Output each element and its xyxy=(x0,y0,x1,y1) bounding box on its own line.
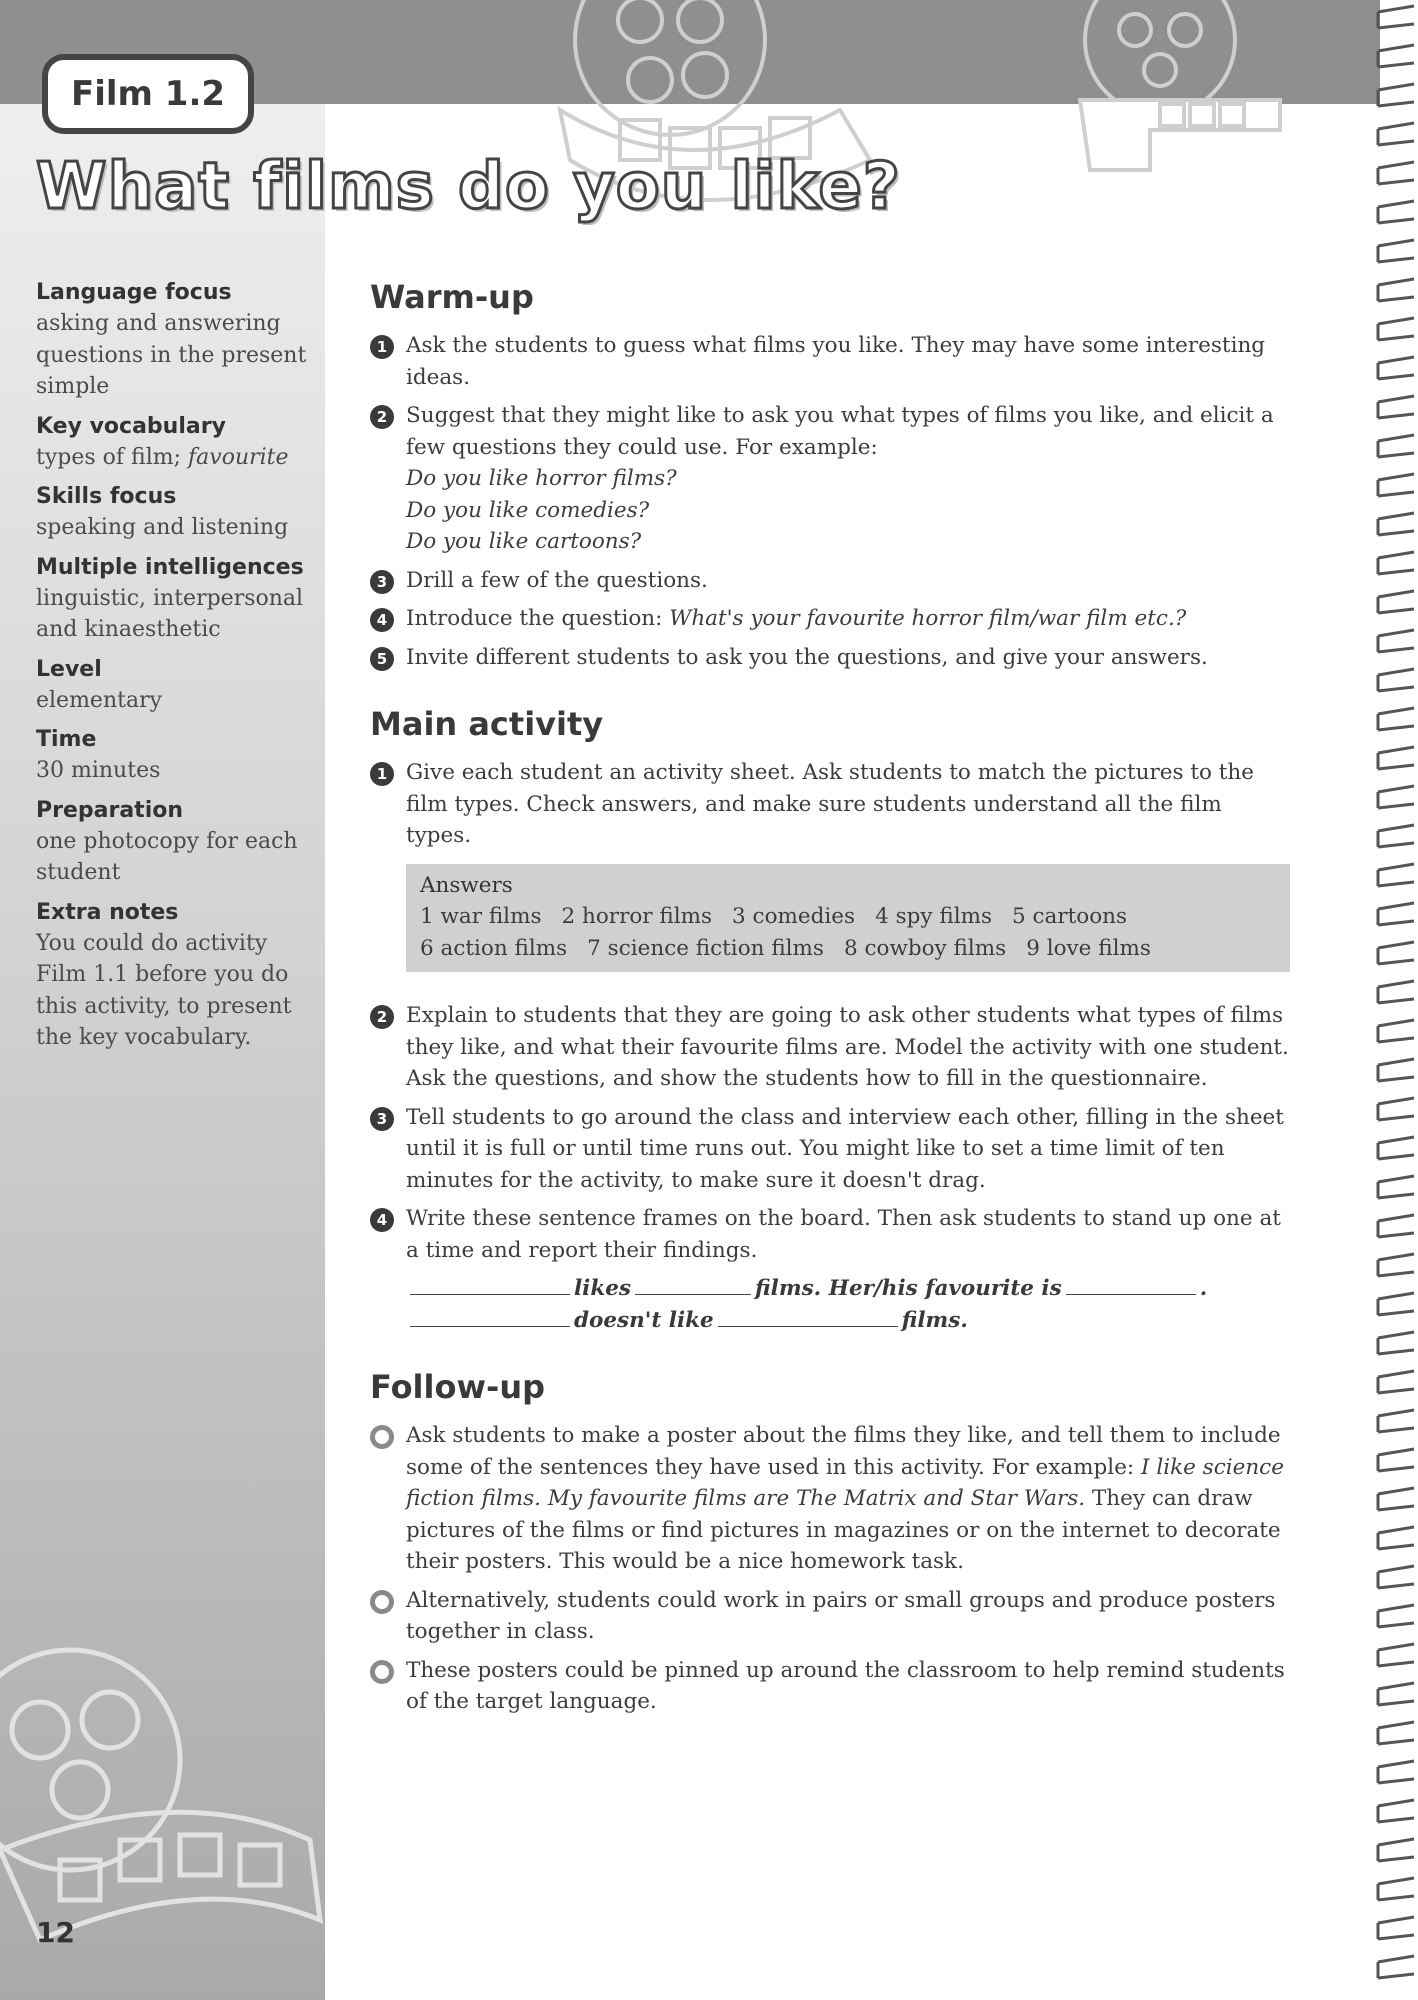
step-number: 1 xyxy=(370,335,394,359)
page-title: What films do you like? xyxy=(36,150,901,224)
answer-item: 5 cartoons xyxy=(1012,904,1128,929)
spiral-ring xyxy=(1378,1917,1414,1939)
spiral-ring xyxy=(1378,552,1414,574)
spiral-ring xyxy=(1378,825,1414,847)
frame-word: likes xyxy=(574,1276,632,1301)
step-text: Explain to students that they are going to ask other students what types of films they like, and what their favourite films are. Model the activity with one student. Ask the questions, and show the students how to fill in the questionnaire. xyxy=(406,1003,1289,1091)
followup-item xyxy=(370,1585,1290,1648)
info-label: Extra notes xyxy=(36,899,179,925)
spiral-ring xyxy=(1378,1137,1414,1159)
spiral-ring xyxy=(1378,1800,1414,1822)
spiral-ring xyxy=(1378,669,1414,691)
film-reel-small-icon xyxy=(1060,0,1290,180)
blank-line xyxy=(410,1274,570,1295)
step-italic: What's your favourite horror film/war film etc.? xyxy=(669,606,1187,631)
spiral-ring xyxy=(1378,1293,1414,1315)
answer-item: 1 war films xyxy=(420,904,542,929)
blank-line xyxy=(1066,1274,1196,1295)
info-value xyxy=(36,583,311,646)
info-label: Key vocabulary xyxy=(36,413,226,439)
item-text: These posters could be pinned up around the classroom to help remind students of the target language. xyxy=(406,1657,1285,1714)
blank-line xyxy=(410,1306,570,1327)
followup-item xyxy=(370,1655,1290,1718)
spiral-ring xyxy=(1378,84,1414,106)
step-text: Invite different students to ask you the questions, and give your answers. xyxy=(406,644,1208,670)
spiral-ring xyxy=(1378,1527,1414,1549)
spiral-ring xyxy=(1378,45,1414,67)
spiral-ring xyxy=(1378,435,1414,457)
info-value xyxy=(36,442,311,474)
step-text: Give each student an activity sheet. Ask students to match the pictures to the film types. Check answers, and make sure students understand all the film types. xyxy=(406,760,1254,848)
info-text: speaking and listening xyxy=(36,515,289,540)
info-value xyxy=(36,685,311,717)
main-step xyxy=(370,757,1290,852)
info-text: linguistic, interpersonal and kinaesthetic xyxy=(36,585,304,642)
warmup-step xyxy=(370,565,1290,597)
spiral-ring xyxy=(1378,1761,1414,1783)
spiral-ring xyxy=(1378,1644,1414,1666)
step-text: Write these sentence frames on the board. Then ask students to stand up one at a time and report their findings. xyxy=(406,1206,1281,1263)
main-step xyxy=(370,1102,1290,1197)
answers-row xyxy=(420,933,1276,965)
warmup-step xyxy=(370,400,1290,558)
answer-item: 7 science fiction films xyxy=(587,935,824,961)
followup-item xyxy=(370,1420,1290,1578)
step-number: 2 xyxy=(370,1005,394,1029)
step-number: 4 xyxy=(370,1208,394,1232)
answer-item: 8 cowboy films xyxy=(843,935,1007,961)
warmup-step xyxy=(370,603,1290,635)
spiral-ring xyxy=(1378,1176,1414,1198)
spiral-ring xyxy=(1378,1488,1414,1510)
item-text: They can draw pictures of the films or find pictures in magazines or on the internet to decorate their posters. This would be a nice homework task. xyxy=(406,1486,1281,1574)
step-number: 3 xyxy=(370,1107,394,1131)
spiral-ring xyxy=(1378,1410,1414,1432)
info-text: 30 minutes xyxy=(36,758,161,783)
answer-item: 3 comedies xyxy=(732,904,856,929)
spiral-ring xyxy=(1378,279,1414,301)
unit-badge: Film 1.2 xyxy=(42,54,254,134)
step-text: Ask the students to guess what films you like. They may have some interesting ideas. xyxy=(406,333,1266,390)
answers-heading: Answers xyxy=(420,872,513,898)
main-steps xyxy=(370,1000,1290,1266)
info-text: one photocopy for each student xyxy=(36,828,298,885)
bullet-ring-icon xyxy=(370,1590,394,1614)
sentence-frames xyxy=(406,1273,1290,1336)
spiral-ring xyxy=(1378,1956,1414,1978)
answers-row xyxy=(420,901,1276,933)
spiral-ring xyxy=(1378,513,1414,535)
item-italic: I like science fiction films. My favourite films are The Matrix and Star Wars. xyxy=(406,1454,1284,1511)
info-label: Time xyxy=(36,727,97,752)
spiral-ring xyxy=(1378,1566,1414,1588)
spiral-ring xyxy=(1378,981,1414,1003)
info-text: You could do activity Film 1.1 before you do this activity, to present the key vocabulary. xyxy=(36,930,292,1050)
example-question: Do you like cartoons? xyxy=(406,529,642,554)
bullet-ring-icon xyxy=(370,1660,394,1684)
main-step xyxy=(370,1000,1290,1095)
blank-line xyxy=(718,1306,898,1327)
spiral-ring xyxy=(1378,1059,1414,1081)
info-text: elementary xyxy=(36,687,163,713)
info-value xyxy=(36,512,311,544)
warmup-steps xyxy=(370,330,1290,673)
spiral-ring xyxy=(1378,1722,1414,1744)
answer-item: 2 horror films xyxy=(561,904,713,929)
step-number: 3 xyxy=(370,570,394,594)
spiral-ring xyxy=(1378,357,1414,379)
main-content xyxy=(370,276,1290,1725)
info-italic: favourite xyxy=(188,444,289,470)
step-number: 1 xyxy=(370,762,394,786)
main-step xyxy=(370,1203,1290,1266)
spiral-ring xyxy=(1378,786,1414,808)
info-value xyxy=(36,308,311,403)
sidebar-info xyxy=(36,278,311,1054)
item-text: Alternatively, students could work in pairs or small groups and produce posters together in class. xyxy=(406,1587,1276,1644)
step-number: 4 xyxy=(370,608,394,632)
spiral-ring xyxy=(1378,123,1414,145)
step-number: 2 xyxy=(370,405,394,429)
spiral-ring xyxy=(1378,1449,1414,1471)
spiral-ring xyxy=(1378,630,1414,652)
info-label: Skills focus xyxy=(36,484,177,509)
example-question: Do you like comedies? xyxy=(406,497,650,523)
blank-line xyxy=(635,1274,751,1295)
spiral-ring xyxy=(1378,318,1414,340)
frame-word: doesn't like xyxy=(574,1307,714,1333)
step-text: Introduce the question: xyxy=(406,606,663,631)
answer-item: 6 action films xyxy=(420,935,568,961)
info-label: Level xyxy=(36,656,102,682)
warmup-step xyxy=(370,642,1290,674)
spiral-ring xyxy=(1378,1098,1414,1120)
info-value xyxy=(36,928,311,1054)
frame-word: . xyxy=(1199,1276,1208,1301)
spiral-ring xyxy=(1378,864,1414,886)
spiral-ring xyxy=(1378,1839,1414,1861)
spiral-ring xyxy=(1378,1878,1414,1900)
frame-line xyxy=(406,1305,1290,1337)
spiral-ring xyxy=(1378,747,1414,769)
info-label: Preparation xyxy=(36,797,184,823)
warmup-step xyxy=(370,330,1290,393)
spiral-ring xyxy=(1378,201,1414,223)
page-number: 12 xyxy=(36,1916,75,1949)
spiral-ring xyxy=(1378,162,1414,184)
info-label: Language focus xyxy=(36,280,232,305)
answers-box xyxy=(406,864,1290,973)
spiral-ring xyxy=(1378,1020,1414,1042)
main-activity-heading: Main activity xyxy=(370,705,604,743)
spiral-ring xyxy=(1378,903,1414,925)
spiral-ring xyxy=(1378,591,1414,613)
info-text: types of film; xyxy=(36,444,182,470)
frame-word: films. Her/his favourite is xyxy=(755,1276,1062,1301)
step-text: Suggest that they might like to ask you what types of films you like, and elicit a few questions they could use. For example: xyxy=(406,403,1274,460)
step-text: Tell students to go around the class and interview each other, filling in the sheet until it is full or until time runs out. You might like to set a time limit of ten minutes for the activity, to make sure it doesn't drag. xyxy=(406,1104,1284,1193)
frame-line xyxy=(406,1273,1290,1305)
spiral-ring xyxy=(1378,1605,1414,1627)
info-value xyxy=(36,826,311,889)
spiral-ring xyxy=(1378,474,1414,496)
spiral-ring xyxy=(1378,396,1414,418)
step-number: 5 xyxy=(370,647,394,671)
spiral-ring xyxy=(1378,240,1414,262)
frame-word: films. xyxy=(901,1307,968,1333)
warmup-heading: Warm-up xyxy=(370,278,534,316)
answer-item: 9 love films xyxy=(1026,935,1151,961)
spiral-ring xyxy=(1378,1332,1414,1354)
item-text: Ask students to make a poster about the films they like, and tell them to include some of the sentences they have used in this activity. For example: xyxy=(406,1423,1281,1480)
spiral-binding xyxy=(1374,0,1418,2000)
info-text: asking and answering questions in the present simple xyxy=(36,311,307,399)
spiral-ring xyxy=(1378,1215,1414,1237)
bullet-ring-icon xyxy=(370,1425,394,1449)
info-value xyxy=(36,755,311,787)
example-question: Do you like horror films? xyxy=(406,466,677,491)
spiral-ring xyxy=(1378,942,1414,964)
spiral-ring xyxy=(1378,6,1414,28)
answer-item: 4 spy films xyxy=(875,904,992,929)
spiral-ring xyxy=(1378,708,1414,730)
spiral-ring xyxy=(1378,1371,1414,1393)
spiral-ring xyxy=(1378,1683,1414,1705)
step-text: Drill a few of the questions. xyxy=(406,567,708,593)
spiral-ring xyxy=(1378,1254,1414,1276)
followup-heading: Follow-up xyxy=(370,1368,545,1406)
info-label: Multiple intelligences xyxy=(36,554,304,580)
followup-list xyxy=(370,1420,1290,1718)
